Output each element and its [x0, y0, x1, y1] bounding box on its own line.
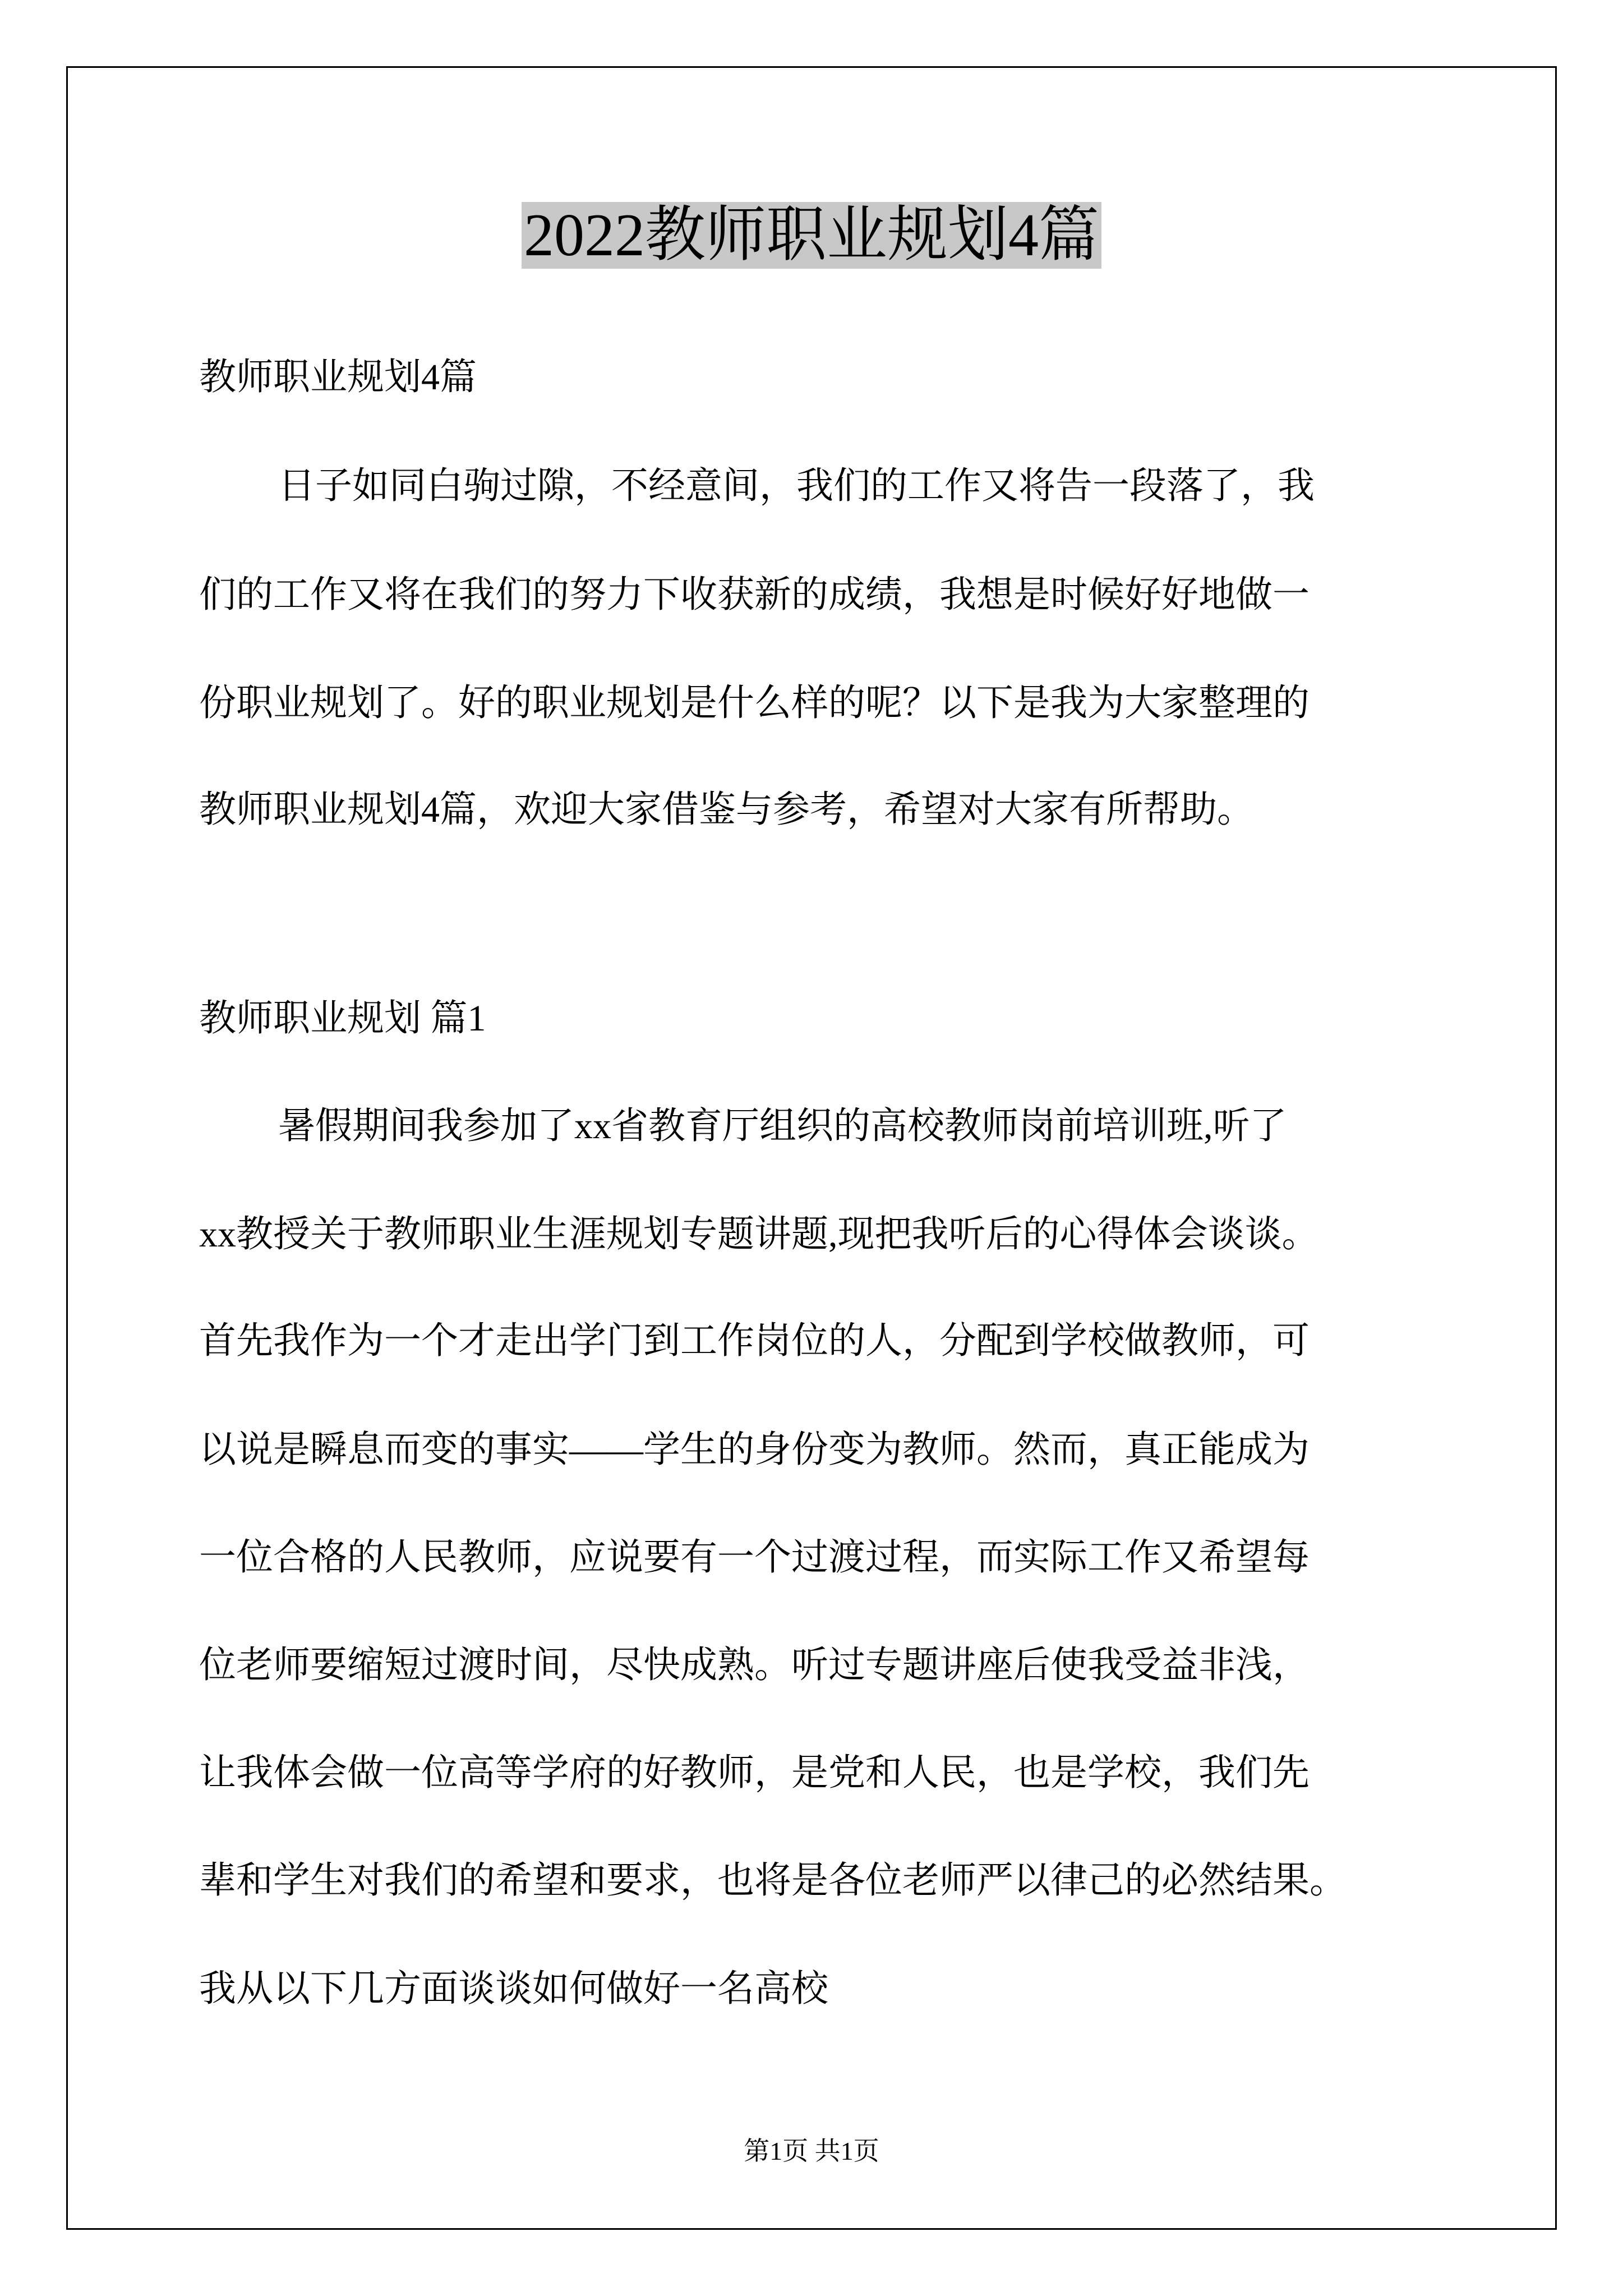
section-line-1: 暑假期间我参加了xx省教育厅组织的高校教师岗前培训班,听了: [278, 1106, 1287, 1147]
page-footer: 第1页 共1页: [744, 2137, 879, 2165]
intro-line-4: 教师职业规划4篇，欢迎大家借鉴与参考，希望对大家有所帮助。: [199, 789, 1254, 830]
document-title: [0, 194, 1623, 278]
section-line-3: 首先我作为一个才走出学门到工作岗位的人，分配到学校做教师，可: [199, 1320, 1310, 1361]
document-title-text: 2022教师职业规划4篇: [522, 202, 1101, 269]
section-heading: 教师职业规划 篇1: [199, 998, 486, 1039]
intro-line-1: 日子如同白驹过隙，不经意间，我们的工作又将告一段落了，我: [278, 466, 1315, 507]
document-subtitle: 教师职业规划4篇: [199, 357, 477, 398]
intro-line-3: 份职业规划了。好的职业规划是什么样的呢？以下是我为大家整理的: [199, 683, 1310, 724]
section-line-2: xx教授关于教师职业生涯规划专题讲题,现把我听后的心得体会谈谈。: [199, 1214, 1319, 1255]
section-line-5: 一位合格的人民教师，应说要有一个过渡过程，而实际工作又希望每: [199, 1537, 1310, 1578]
intro-line-2: 们的工作又将在我们的努力下收获新的成绩，我想是时候好好地做一: [199, 574, 1310, 615]
section-line-6: 位老师要缩短过渡时间，尽快成熟。听过专题讲座后使我受益非浅，: [199, 1645, 1310, 1686]
section-line-9: 我从以下几方面谈谈如何做好一名高校: [199, 1968, 828, 2009]
section-line-4: 以说是瞬息而变的事实——学生的身份变为教师。然而，真正能成为: [199, 1429, 1310, 1470]
section-line-7: 让我体会做一位高等学府的好教师，是党和人民，也是学校，我们先: [199, 1752, 1310, 1793]
section-line-8: 辈和学生对我们的希望和要求，也将是各位老师严以律己的必然结果。: [199, 1860, 1347, 1901]
